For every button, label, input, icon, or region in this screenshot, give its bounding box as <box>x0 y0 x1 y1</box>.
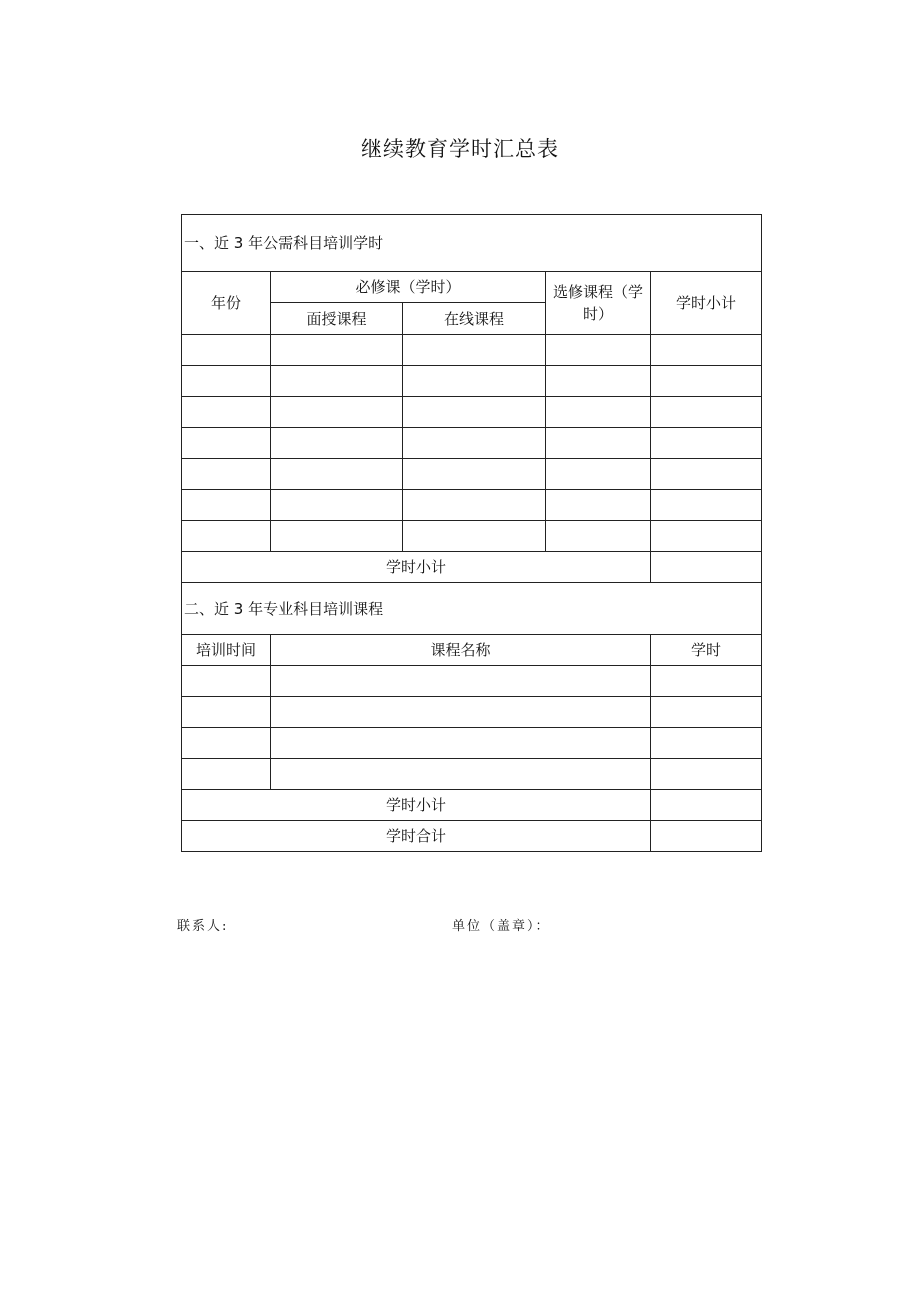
cell[interactable] <box>271 728 651 759</box>
header-year: 年份 <box>182 272 271 335</box>
cell[interactable] <box>403 521 546 552</box>
cell[interactable] <box>271 697 651 728</box>
cell[interactable] <box>182 428 271 459</box>
cell[interactable] <box>271 397 403 428</box>
cell[interactable] <box>271 459 403 490</box>
cell[interactable] <box>546 397 651 428</box>
cell[interactable] <box>271 490 403 521</box>
table-row <box>182 697 762 728</box>
header-course-name: 课程名称 <box>271 635 651 666</box>
header-subtotal: 学时小计 <box>651 272 762 335</box>
page-title: 继续教育学时汇总表 <box>361 137 559 161</box>
cell[interactable] <box>403 490 546 521</box>
table-row <box>182 335 762 366</box>
cell[interactable] <box>651 759 762 790</box>
cell[interactable] <box>182 366 271 397</box>
cell[interactable] <box>546 335 651 366</box>
cell[interactable] <box>271 521 403 552</box>
table-row <box>182 428 762 459</box>
section1-subtotal-label: 学时小计 <box>182 552 651 583</box>
header-online: 在线课程 <box>403 303 546 335</box>
cell[interactable] <box>271 759 651 790</box>
cell[interactable] <box>651 428 762 459</box>
table-row <box>182 521 762 552</box>
cell[interactable] <box>651 728 762 759</box>
cell[interactable] <box>546 521 651 552</box>
cell[interactable] <box>651 397 762 428</box>
table-row <box>182 366 762 397</box>
cell[interactable] <box>403 397 546 428</box>
cell[interactable] <box>182 459 271 490</box>
cell[interactable] <box>651 459 762 490</box>
unit-stamp-label: 单位（盖章）： <box>452 919 551 934</box>
table-row <box>182 728 762 759</box>
summary-table <box>181 214 762 852</box>
cell[interactable] <box>651 521 762 552</box>
section1-subtotal-value[interactable] <box>651 552 762 583</box>
table-row <box>182 397 762 428</box>
cell[interactable] <box>182 697 271 728</box>
cell[interactable] <box>271 428 403 459</box>
header-elective-line2: 时） <box>582 305 613 323</box>
total-value[interactable] <box>651 821 762 852</box>
cell[interactable] <box>271 335 403 366</box>
section2-heading: 二、近 3 年专业科目培训课程 <box>182 583 762 635</box>
header-hours: 学时 <box>651 635 762 666</box>
table-row <box>182 759 762 790</box>
section2-subtotal-value[interactable] <box>651 790 762 821</box>
header-elective <box>546 272 651 335</box>
cell[interactable] <box>182 728 271 759</box>
header-required: 必修课（学时） <box>271 272 546 303</box>
cell[interactable] <box>182 759 271 790</box>
cell[interactable] <box>546 490 651 521</box>
cell[interactable] <box>546 459 651 490</box>
header-elective-line1: 选修课程（学 <box>552 283 643 301</box>
cell[interactable] <box>182 490 271 521</box>
cell[interactable] <box>182 666 271 697</box>
section1-heading: 一、近 3 年公需科目培训学时 <box>182 215 762 272</box>
cell[interactable] <box>546 428 651 459</box>
table-row <box>182 490 762 521</box>
section2-subtotal-label: 学时小计 <box>182 790 651 821</box>
header-face-to-face: 面授课程 <box>271 303 403 335</box>
cell[interactable] <box>546 366 651 397</box>
cell[interactable] <box>182 521 271 552</box>
cell[interactable] <box>651 490 762 521</box>
cell[interactable] <box>403 459 546 490</box>
cell[interactable] <box>651 366 762 397</box>
cell[interactable] <box>403 428 546 459</box>
cell[interactable] <box>651 335 762 366</box>
cell[interactable] <box>403 335 546 366</box>
cell[interactable] <box>271 666 651 697</box>
cell[interactable] <box>651 666 762 697</box>
header-training-time: 培训时间 <box>182 635 271 666</box>
cell[interactable] <box>403 366 546 397</box>
cell[interactable] <box>651 697 762 728</box>
cell[interactable] <box>271 366 403 397</box>
contact-label: 联系人: <box>177 919 229 934</box>
cell[interactable] <box>182 397 271 428</box>
cell[interactable] <box>182 335 271 366</box>
total-label: 学时合计 <box>182 821 651 852</box>
table-row <box>182 666 762 697</box>
table-row <box>182 459 762 490</box>
